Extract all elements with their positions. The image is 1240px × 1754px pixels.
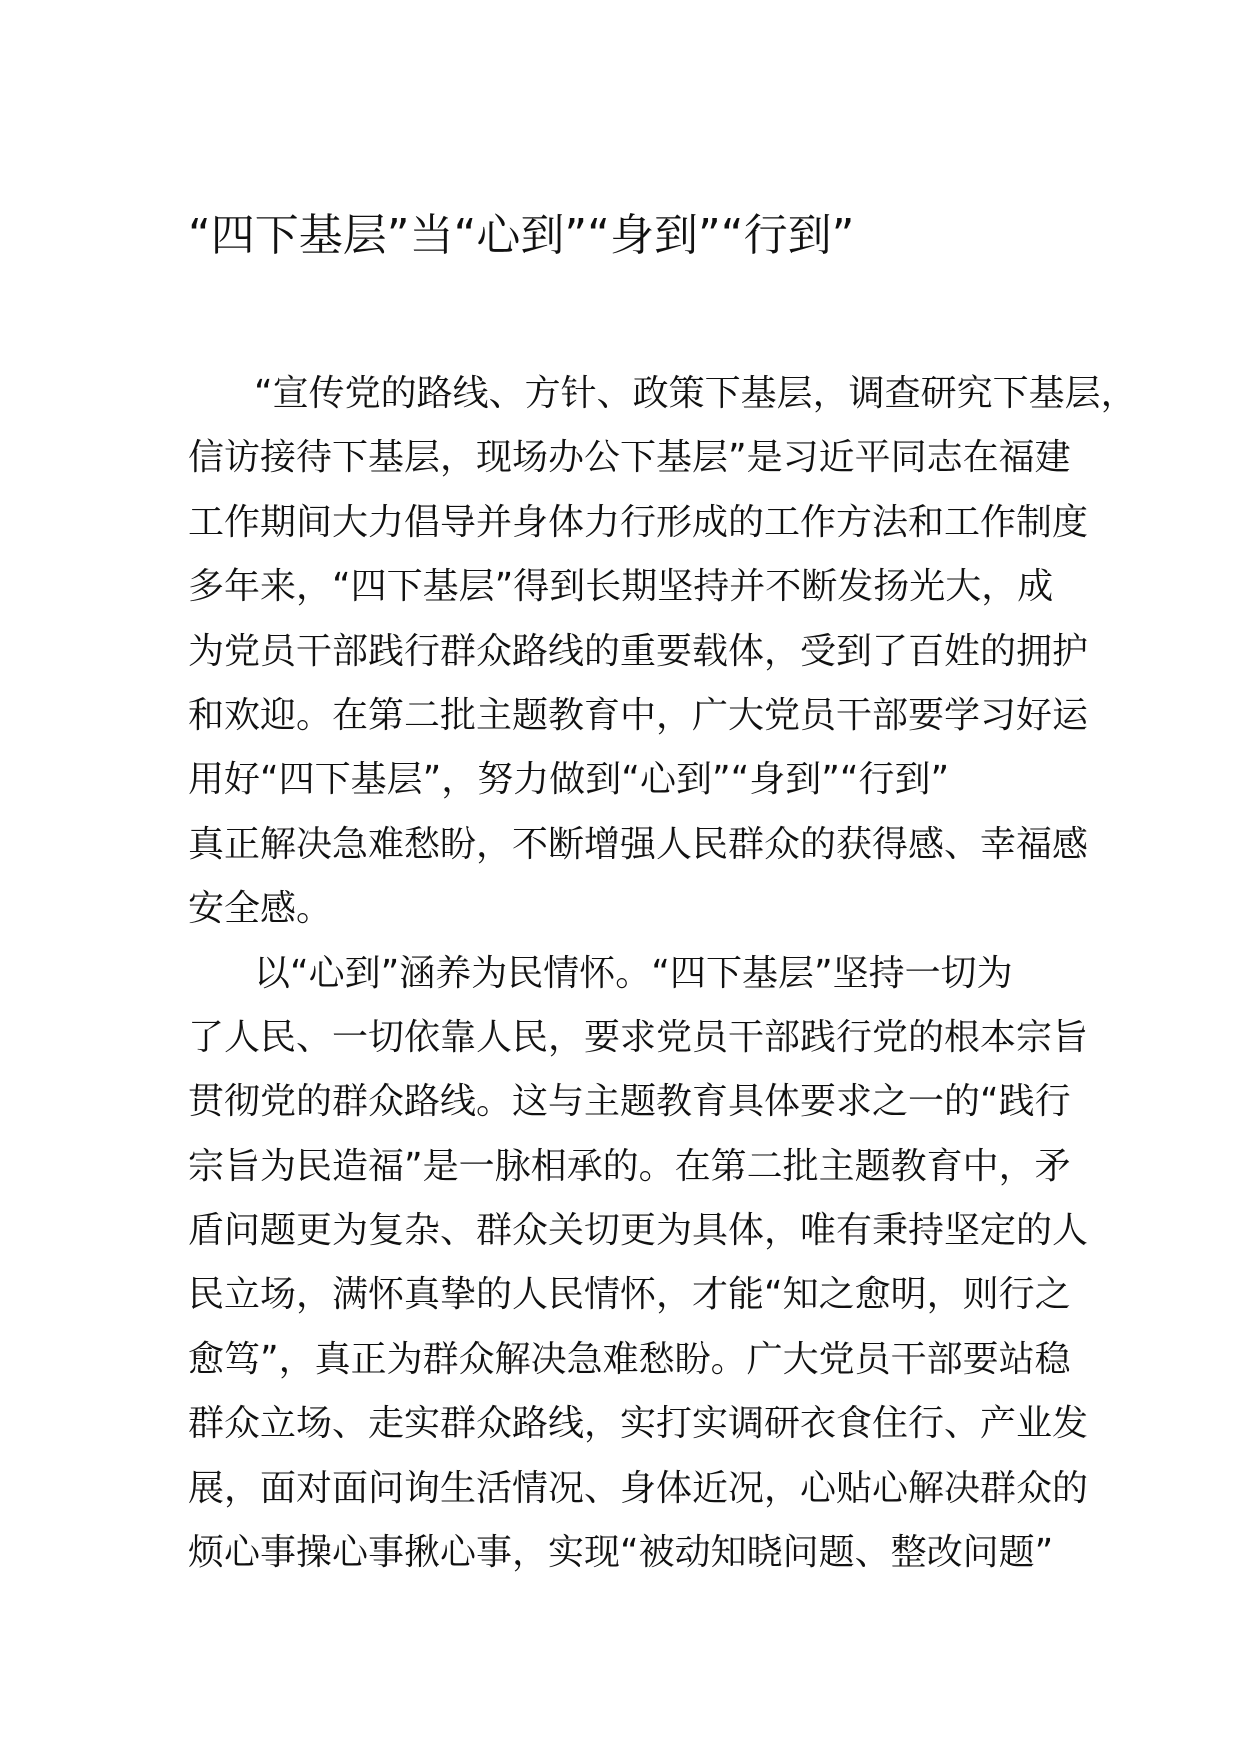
paragraph-line: 宗旨为民造福”是一脉相承的。在第二批主题教育中，矛: [188, 1145, 1071, 1187]
paragraph-line: 盾问题更为复杂、群众关切更为具体，唯有秉持坚定的人: [188, 1210, 1089, 1252]
paragraph-line: 展，面对面问询生活情况、身体近况，心贴心解决群众的: [188, 1467, 1089, 1509]
paragraph-line: 安全感。: [188, 888, 333, 930]
paragraph-line: 用好“四下基层”，努力做到“心到”“身到”“行到”: [188, 759, 950, 801]
document-title: “四下基层”当“心到”“身到”“行到”: [188, 210, 855, 261]
document-body: [188, 362, 1137, 1585]
paragraph-line: 了人民、一切依靠人民，要求党员干部践行党的根本宗旨: [188, 1016, 1089, 1058]
paragraph-line: 工作期间大力倡导并身体力行形成的工作方法和工作制度: [188, 501, 1089, 543]
paragraph-line: 和欢迎。在第二批主题教育中，广大党员干部要学习好运: [188, 694, 1089, 736]
paragraph-line: 为党员干部践行群众路线的重要载体，受到了百姓的拥护: [188, 630, 1089, 672]
paragraph-line: 多年来，“四下基层”得到长期坚持并不断发扬光大，成: [188, 566, 1054, 608]
paragraph-line: 群众立场、走实群众路线，实打实调研衣食住行、产业发: [188, 1403, 1089, 1445]
paragraph-line: 贯彻党的群众路线。这与主题教育具体要求之一的“践行: [188, 1081, 1071, 1123]
paragraph-line: 信访接待下基层，现场办公下基层”是习近平同志在福建: [188, 437, 1071, 479]
paragraph-line: 以“心到”涵养为民情怀。“四下基层”坚持一切为: [254, 952, 1013, 994]
paragraph-line: 烦心事操心事揪心事，实现“被动知晓问题、整改问题”: [188, 1532, 1054, 1574]
paragraph-line: “宣传党的路线、方针、政策下基层，调查研究下基层，: [254, 373, 1137, 414]
paragraph-line: 愈笃”，真正为群众解决急难愁盼。广大党员干部要站稳: [188, 1338, 1071, 1380]
paragraph-line: 民立场，满怀真挚的人民情怀，才能“知之愈明，则行之: [188, 1274, 1071, 1316]
paragraph-line: 真正解决急难愁盼，不断增强人民群众的获得感、幸福感: [188, 823, 1089, 865]
